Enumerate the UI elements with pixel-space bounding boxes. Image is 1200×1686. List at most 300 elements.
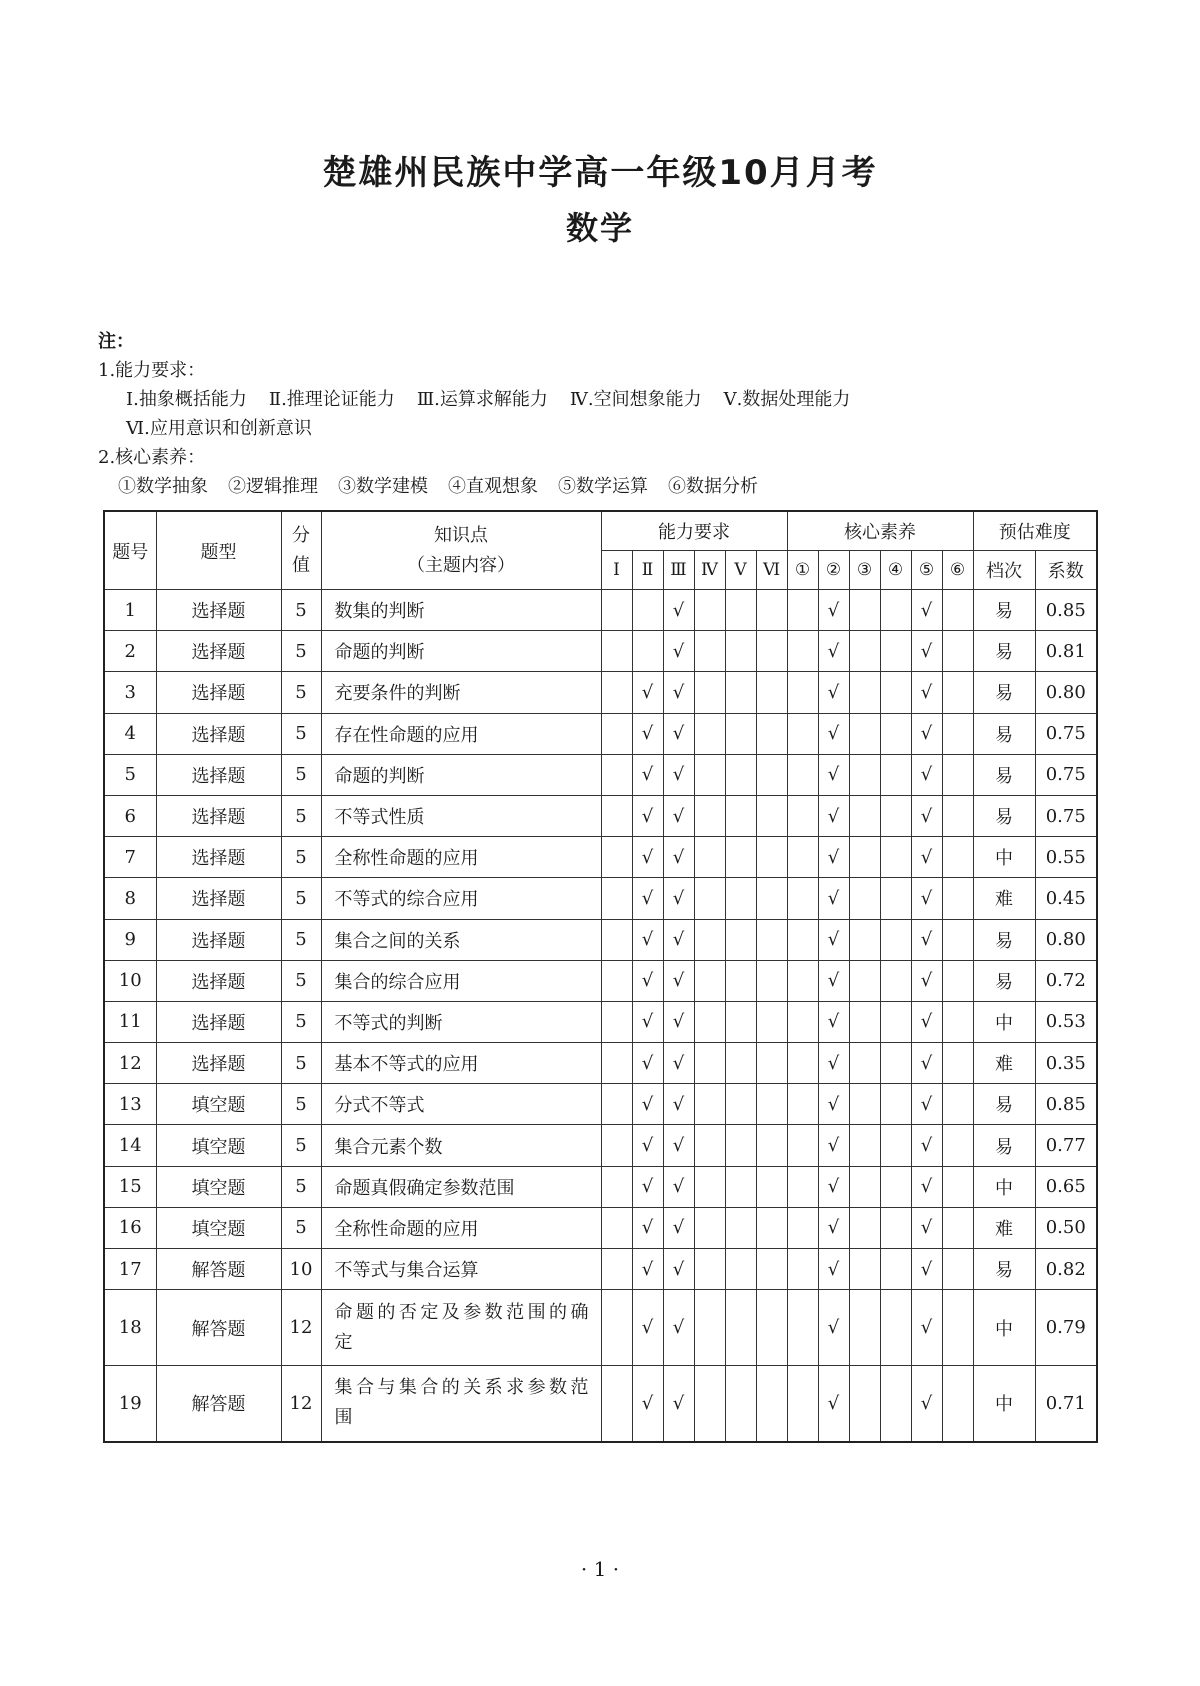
cell-knowledge: 集合之间的关系 — [321, 919, 601, 960]
check-mark: √ — [632, 672, 663, 713]
table-row — [104, 1001, 1097, 1042]
empty-cell — [880, 960, 911, 1001]
empty-cell — [694, 1290, 725, 1366]
empty-cell — [756, 1290, 787, 1366]
cell-knowledge: 分式不等式 — [321, 1084, 601, 1125]
ability-col-header: Ⅵ — [756, 551, 787, 590]
empty-cell — [880, 919, 911, 960]
table-body — [104, 511, 1097, 1442]
check-mark: √ — [632, 1249, 663, 1290]
cell-knowledge: 集合元素个数 — [321, 1125, 601, 1166]
empty-cell — [756, 1366, 787, 1442]
ability-col-header: Ⅲ — [663, 551, 694, 590]
header-num: 题号 — [104, 511, 156, 590]
empty-cell — [601, 837, 632, 878]
cell-coef: 0.79 — [1035, 1290, 1097, 1366]
empty-cell — [601, 1290, 632, 1366]
empty-cell — [787, 754, 818, 795]
empty-cell — [756, 754, 787, 795]
empty-cell — [880, 1366, 911, 1442]
table-row — [104, 1084, 1097, 1125]
core-item: ⑥数据分析 — [668, 476, 758, 497]
empty-cell — [725, 837, 756, 878]
empty-cell — [756, 1249, 787, 1290]
empty-cell — [849, 960, 880, 1001]
cell-type: 填空题 — [156, 1125, 281, 1166]
empty-cell — [787, 631, 818, 672]
cell-type: 选择题 — [156, 672, 281, 713]
empty-cell — [787, 1001, 818, 1042]
core-item: ⑤数学运算 — [558, 476, 648, 497]
cell-score: 5 — [281, 1001, 321, 1042]
cell-coef: 0.80 — [1035, 672, 1097, 713]
empty-cell — [756, 1125, 787, 1166]
empty-cell — [849, 1084, 880, 1125]
core-item: ②逻辑推理 — [228, 476, 318, 497]
header-core: 核心素养 — [787, 511, 973, 551]
check-mark: √ — [818, 795, 849, 836]
cell-type: 选择题 — [156, 713, 281, 754]
cell-knowledge: 集合的综合应用 — [321, 960, 601, 1001]
empty-cell — [787, 960, 818, 1001]
check-mark: √ — [818, 1166, 849, 1207]
empty-cell — [942, 1290, 973, 1366]
exam-title: 楚雄州民族中学高一年级10月月考 — [322, 153, 878, 193]
cell-num: 17 — [104, 1249, 156, 1290]
empty-cell — [849, 1207, 880, 1248]
cell-coef: 0.72 — [1035, 960, 1097, 1001]
cell-num: 16 — [104, 1207, 156, 1248]
cell-num: 13 — [104, 1084, 156, 1125]
empty-cell — [942, 1166, 973, 1207]
cell-type: 解答题 — [156, 1249, 281, 1290]
cell-knowledge: 充要条件的判断 — [321, 672, 601, 713]
cell-num: 8 — [104, 878, 156, 919]
check-mark: √ — [818, 631, 849, 672]
check-mark: √ — [818, 1001, 849, 1042]
core-heading: 2.核心素养： — [98, 447, 206, 468]
cell-level: 难 — [973, 878, 1035, 919]
table-row — [104, 754, 1097, 795]
core-col-header: ⑤ — [911, 551, 942, 590]
empty-cell — [601, 1207, 632, 1248]
empty-cell — [694, 1166, 725, 1207]
empty-cell — [725, 754, 756, 795]
empty-cell — [849, 1043, 880, 1084]
cell-coef: 0.81 — [1035, 631, 1097, 672]
empty-cell — [787, 1290, 818, 1366]
check-mark: √ — [632, 1043, 663, 1084]
check-mark: √ — [632, 1366, 663, 1442]
ability-item: Ⅳ.空间想象能力 — [569, 389, 702, 410]
cell-type: 选择题 — [156, 837, 281, 878]
header-type: 题型 — [156, 511, 281, 590]
table-row — [104, 1125, 1097, 1166]
header-difficulty: 预估难度 — [973, 511, 1097, 551]
cell-knowledge: 命题的判断 — [321, 754, 601, 795]
empty-cell — [601, 960, 632, 1001]
check-mark: √ — [911, 1084, 942, 1125]
check-mark: √ — [911, 1125, 942, 1166]
empty-cell — [849, 1125, 880, 1166]
empty-cell — [601, 1043, 632, 1084]
empty-cell — [725, 1290, 756, 1366]
ability-list — [98, 385, 872, 414]
table-row — [104, 631, 1097, 672]
empty-cell — [601, 631, 632, 672]
check-mark: √ — [632, 1290, 663, 1366]
cell-score: 5 — [281, 631, 321, 672]
cell-score: 10 — [281, 1249, 321, 1290]
cell-type: 选择题 — [156, 878, 281, 919]
empty-cell — [694, 754, 725, 795]
empty-cell — [880, 1001, 911, 1042]
empty-cell — [942, 672, 973, 713]
cell-level: 易 — [973, 713, 1035, 754]
empty-cell — [694, 795, 725, 836]
cell-coef: 0.75 — [1035, 795, 1097, 836]
cell-type: 选择题 — [156, 754, 281, 795]
empty-cell — [601, 1084, 632, 1125]
check-mark: √ — [818, 1290, 849, 1366]
empty-cell — [880, 795, 911, 836]
cell-type: 填空题 — [156, 1166, 281, 1207]
check-mark: √ — [663, 672, 694, 713]
empty-cell — [880, 713, 911, 754]
empty-cell — [601, 754, 632, 795]
header-knowledge-line1: 知识点 — [434, 524, 488, 546]
cell-score: 5 — [281, 878, 321, 919]
check-mark: √ — [818, 1125, 849, 1166]
exam-subject: 数学 — [565, 209, 634, 247]
empty-cell — [942, 1207, 973, 1248]
check-mark: √ — [632, 1207, 663, 1248]
empty-cell — [942, 837, 973, 878]
core-col-header: ⑥ — [942, 551, 973, 590]
check-mark: √ — [663, 1125, 694, 1166]
check-mark: √ — [911, 1001, 942, 1042]
ability-item: Ⅲ.运算求解能力 — [416, 389, 548, 410]
ability-col-header: Ⅰ — [601, 551, 632, 590]
cell-num: 9 — [104, 919, 156, 960]
empty-cell — [787, 1125, 818, 1166]
check-mark: √ — [663, 1166, 694, 1207]
check-mark: √ — [911, 1290, 942, 1366]
core-col-header: ③ — [849, 551, 880, 590]
cell-score: 5 — [281, 1207, 321, 1248]
empty-cell — [787, 1249, 818, 1290]
empty-cell — [880, 754, 911, 795]
check-mark: √ — [818, 1043, 849, 1084]
check-mark: √ — [818, 1366, 849, 1442]
empty-cell — [725, 960, 756, 1001]
empty-cell — [880, 1166, 911, 1207]
empty-cell — [787, 590, 818, 631]
cell-coef: 0.71 — [1035, 1366, 1097, 1442]
empty-cell — [849, 672, 880, 713]
cell-coef: 0.35 — [1035, 1043, 1097, 1084]
check-mark: √ — [663, 1043, 694, 1084]
notes-heading: 注： — [98, 331, 134, 352]
empty-cell — [756, 1166, 787, 1207]
empty-cell — [601, 795, 632, 836]
ability-col-header: Ⅳ — [694, 551, 725, 590]
cell-num: 4 — [104, 713, 156, 754]
check-mark: √ — [663, 713, 694, 754]
empty-cell — [849, 1001, 880, 1042]
empty-cell — [756, 795, 787, 836]
empty-cell — [756, 1043, 787, 1084]
cell-score: 5 — [281, 1043, 321, 1084]
core-item: ④直观想象 — [448, 476, 538, 497]
core-item: ①数学抽象 — [118, 476, 208, 497]
empty-cell — [694, 590, 725, 631]
cell-level: 易 — [973, 754, 1035, 795]
empty-cell — [849, 795, 880, 836]
check-mark: √ — [911, 1043, 942, 1084]
empty-cell — [942, 878, 973, 919]
check-mark: √ — [663, 1290, 694, 1366]
check-mark: √ — [911, 672, 942, 713]
check-mark: √ — [911, 837, 942, 878]
empty-cell — [849, 754, 880, 795]
check-mark: √ — [911, 590, 942, 631]
cell-num: 7 — [104, 837, 156, 878]
table-row — [104, 672, 1097, 713]
cell-score: 5 — [281, 1166, 321, 1207]
cell-num: 6 — [104, 795, 156, 836]
empty-cell — [694, 713, 725, 754]
cell-num: 5 — [104, 754, 156, 795]
table-row — [104, 837, 1097, 878]
cell-coef: 0.50 — [1035, 1207, 1097, 1248]
empty-cell — [880, 590, 911, 631]
empty-cell — [725, 919, 756, 960]
empty-cell — [725, 795, 756, 836]
ability-item: Ⅰ.抽象概括能力 — [126, 389, 247, 410]
check-mark: √ — [818, 837, 849, 878]
table-row — [104, 1366, 1097, 1442]
cell-level: 易 — [973, 672, 1035, 713]
empty-cell — [694, 1207, 725, 1248]
empty-cell — [756, 960, 787, 1001]
check-mark: √ — [632, 1084, 663, 1125]
empty-cell — [601, 713, 632, 754]
check-mark: √ — [663, 1366, 694, 1442]
check-mark: √ — [911, 713, 942, 754]
cell-coef: 0.75 — [1035, 713, 1097, 754]
empty-cell — [601, 919, 632, 960]
table-row — [104, 795, 1097, 836]
cell-num: 15 — [104, 1166, 156, 1207]
header-knowledge — [321, 511, 601, 590]
empty-cell — [849, 919, 880, 960]
cell-type: 填空题 — [156, 1207, 281, 1248]
check-mark: √ — [663, 1084, 694, 1125]
cell-knowledge: 基本不等式的应用 — [321, 1043, 601, 1084]
empty-cell — [880, 1207, 911, 1248]
empty-cell — [849, 1290, 880, 1366]
cell-level: 易 — [973, 795, 1035, 836]
cell-knowledge: 命题真假确定参数范围 — [321, 1166, 601, 1207]
core-col-header: ② — [818, 551, 849, 590]
cell-score: 5 — [281, 960, 321, 1001]
empty-cell — [787, 1043, 818, 1084]
cell-score: 5 — [281, 713, 321, 754]
check-mark: √ — [818, 1084, 849, 1125]
empty-cell — [725, 878, 756, 919]
empty-cell — [787, 1366, 818, 1442]
empty-cell — [632, 631, 663, 672]
cell-level: 易 — [973, 960, 1035, 1001]
check-mark: √ — [663, 1249, 694, 1290]
empty-cell — [601, 1366, 632, 1442]
check-mark: √ — [632, 713, 663, 754]
table-row — [104, 1249, 1097, 1290]
empty-cell — [756, 713, 787, 754]
empty-cell — [694, 960, 725, 1001]
cell-coef: 0.85 — [1035, 1084, 1097, 1125]
empty-cell — [694, 837, 725, 878]
empty-cell — [756, 1084, 787, 1125]
table-row — [104, 590, 1097, 631]
cell-coef: 0.77 — [1035, 1125, 1097, 1166]
empty-cell — [942, 960, 973, 1001]
cell-type: 解答题 — [156, 1366, 281, 1442]
header-level: 档次 — [973, 551, 1035, 590]
cell-score: 12 — [281, 1366, 321, 1442]
empty-cell — [849, 631, 880, 672]
cell-num: 3 — [104, 672, 156, 713]
cell-level: 中 — [973, 837, 1035, 878]
cell-knowledge: 全称性命题的应用 — [321, 1207, 601, 1248]
empty-cell — [880, 631, 911, 672]
cell-score: 12 — [281, 1290, 321, 1366]
empty-cell — [787, 878, 818, 919]
table-row — [104, 919, 1097, 960]
cell-knowledge: 不等式的综合应用 — [321, 878, 601, 919]
check-mark: √ — [818, 1249, 849, 1290]
table-row — [104, 1207, 1097, 1248]
check-mark: √ — [818, 878, 849, 919]
empty-cell — [849, 1166, 880, 1207]
empty-cell — [880, 837, 911, 878]
empty-cell — [942, 795, 973, 836]
header-row — [104, 511, 1097, 551]
empty-cell — [787, 713, 818, 754]
header-coef: 系数 — [1035, 551, 1097, 590]
check-mark: √ — [632, 754, 663, 795]
check-mark: √ — [632, 837, 663, 878]
empty-cell — [849, 713, 880, 754]
empty-cell — [725, 590, 756, 631]
cell-knowledge: 命题的判断 — [321, 631, 601, 672]
empty-cell — [601, 1125, 632, 1166]
empty-cell — [880, 1043, 911, 1084]
cell-type: 选择题 — [156, 1043, 281, 1084]
cell-coef: 0.65 — [1035, 1166, 1097, 1207]
empty-cell — [725, 1125, 756, 1166]
cell-knowledge: 不等式的判断 — [321, 1001, 601, 1042]
cell-score: 5 — [281, 795, 321, 836]
cell-knowledge: 命题的否定及参数范围的确定 — [321, 1290, 601, 1366]
ability-item: Ⅵ.应用意识和创新意识 — [126, 418, 312, 439]
ability-heading: 1.能力要求： — [98, 360, 206, 381]
cell-level: 易 — [973, 590, 1035, 631]
cell-type: 选择题 — [156, 1001, 281, 1042]
cell-num: 11 — [104, 1001, 156, 1042]
check-mark: √ — [632, 1166, 663, 1207]
check-mark: √ — [663, 590, 694, 631]
empty-cell — [694, 1001, 725, 1042]
empty-cell — [601, 672, 632, 713]
cell-score: 5 — [281, 590, 321, 631]
empty-cell — [756, 631, 787, 672]
cell-level: 难 — [973, 1207, 1035, 1248]
check-mark: √ — [911, 919, 942, 960]
empty-cell — [942, 1084, 973, 1125]
cell-level: 易 — [973, 1084, 1035, 1125]
cell-coef: 0.80 — [1035, 919, 1097, 960]
cell-num: 19 — [104, 1366, 156, 1442]
empty-cell — [880, 1290, 911, 1366]
check-mark: √ — [663, 1207, 694, 1248]
empty-cell — [942, 590, 973, 631]
exam-analysis-table — [103, 510, 1098, 1443]
cell-level: 中 — [973, 1166, 1035, 1207]
cell-level: 中 — [973, 1290, 1035, 1366]
table-row — [104, 1290, 1097, 1366]
header-score-text: 分值 — [291, 524, 310, 576]
cell-type: 填空题 — [156, 1084, 281, 1125]
empty-cell — [694, 672, 725, 713]
core-item: ③数学建模 — [338, 476, 428, 497]
notes-section — [98, 327, 872, 501]
empty-cell — [725, 713, 756, 754]
core-col-header: ① — [787, 551, 818, 590]
empty-cell — [725, 1043, 756, 1084]
check-mark: √ — [663, 754, 694, 795]
cell-level: 易 — [973, 919, 1035, 960]
header-knowledge-line2: （主题内容） — [407, 554, 515, 576]
empty-cell — [787, 795, 818, 836]
core-col-header: ④ — [880, 551, 911, 590]
check-mark: √ — [632, 960, 663, 1001]
empty-cell — [725, 1166, 756, 1207]
empty-cell — [694, 1366, 725, 1442]
empty-cell — [725, 1207, 756, 1248]
cell-type: 解答题 — [156, 1290, 281, 1366]
check-mark: √ — [818, 919, 849, 960]
cell-type: 选择题 — [156, 919, 281, 960]
empty-cell — [694, 1249, 725, 1290]
empty-cell — [849, 837, 880, 878]
check-mark: √ — [818, 590, 849, 631]
empty-cell — [849, 1366, 880, 1442]
cell-type: 选择题 — [156, 590, 281, 631]
empty-cell — [756, 590, 787, 631]
cell-coef: 0.85 — [1035, 590, 1097, 631]
check-mark: √ — [911, 960, 942, 1001]
empty-cell — [942, 1001, 973, 1042]
ability-item: Ⅴ.数据处理能力 — [723, 389, 851, 410]
empty-cell — [942, 754, 973, 795]
check-mark: √ — [911, 754, 942, 795]
empty-cell — [942, 631, 973, 672]
empty-cell — [725, 672, 756, 713]
check-mark: √ — [663, 878, 694, 919]
check-mark: √ — [818, 672, 849, 713]
